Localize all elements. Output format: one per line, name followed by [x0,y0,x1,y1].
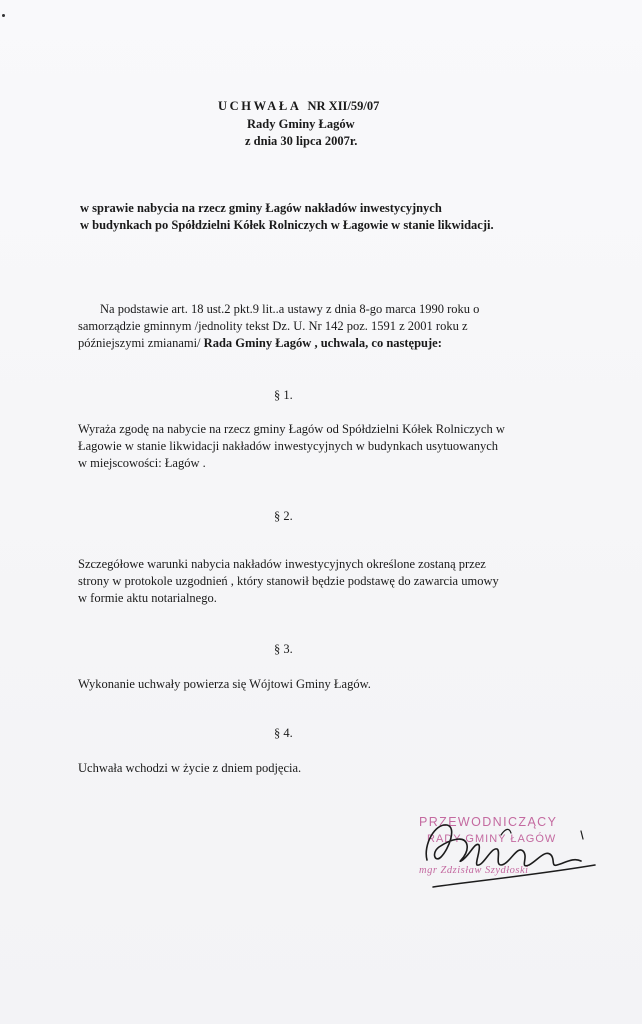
stamp-name: mgr Zdzisław Szydłoski [419,865,529,876]
resolution-subject [80,200,494,234]
subject-line-1: w sprawie nabycia na rzecz gminy Łagów nakładów inwestycyjnych [80,201,442,215]
resolution-date: z dnia 30 lipca 2007r. [245,134,358,148]
stamp-title: PRZEWODNICZĄCY [419,815,558,829]
subject-line-2: w budynkach po Spółdzielni Kółek Rolniczych w Łagowie w stanie likwidacji. [80,218,494,232]
section-1-line: Wyraża zgodę na nabycie na rzecz gminy Łagów od Spółdzielni Kółek Rolniczych w [78,422,505,436]
handwritten-signature [405,805,605,905]
section-mark-3: § 3. [274,642,293,656]
section-2-line: Szczegółowe warunki nabycia nakładów inwestycyjnych określone zostaną przez [78,557,486,571]
section-3-text [78,676,371,693]
basis-line-3: późniejszymi zmianami/ Rada Gminy Łagów , uchwala, co następuje: [78,336,442,350]
section-4-line: Uchwała wchodzi w życie z dniem podjęcia. [78,761,302,775]
resolution-title: UCHWAŁA [218,99,302,113]
scan-speck [2,14,5,17]
council-resolves: Rada Gminy Łagów , uchwala, co następuje: [203,336,442,350]
basis-line-2: samorządzie gminnym /jednolity tekst Dz. U. Nr 142 poz. 1591 z 2001 roku z [78,319,468,333]
section-mark-2: § 2. [274,509,293,523]
section-2-line: w formie aktu notarialnego. [78,591,217,605]
resolution-number: NR XII/59/07 [307,99,380,113]
section-mark-4: § 4. [274,726,293,740]
section-mark-1: § 1. [274,388,293,402]
legal-basis [78,301,479,352]
section-1-text [78,421,505,472]
section-1-line: Łagowie w stanie likwidacji nakładów inwestycyjnych w budynkach usytuowanych [78,439,499,453]
section-4-text [78,760,301,777]
basis-line-1: Na podstawie art. 18 ust.2 pkt.9 lit..a ustawy z dnia 8-go marca 1990 roku o [100,302,480,316]
issuing-body: Rady Gminy Łagów [247,117,355,131]
chairman-stamp [405,805,605,905]
resolution-title-line [218,98,379,114]
stamp-organization: RADY GMINY ŁAGÓW [427,833,557,845]
section-2-line: strony w protokole uzgodnień , który stanowił będzie podstawę do zawarcia umowy [78,574,499,588]
section-1-line: w miejscowości: Łagów . [78,456,206,470]
section-2-text [78,556,499,607]
section-3-line: Wykonanie uchwały powierza się Wójtowi Gminy Łagów. [78,677,371,691]
